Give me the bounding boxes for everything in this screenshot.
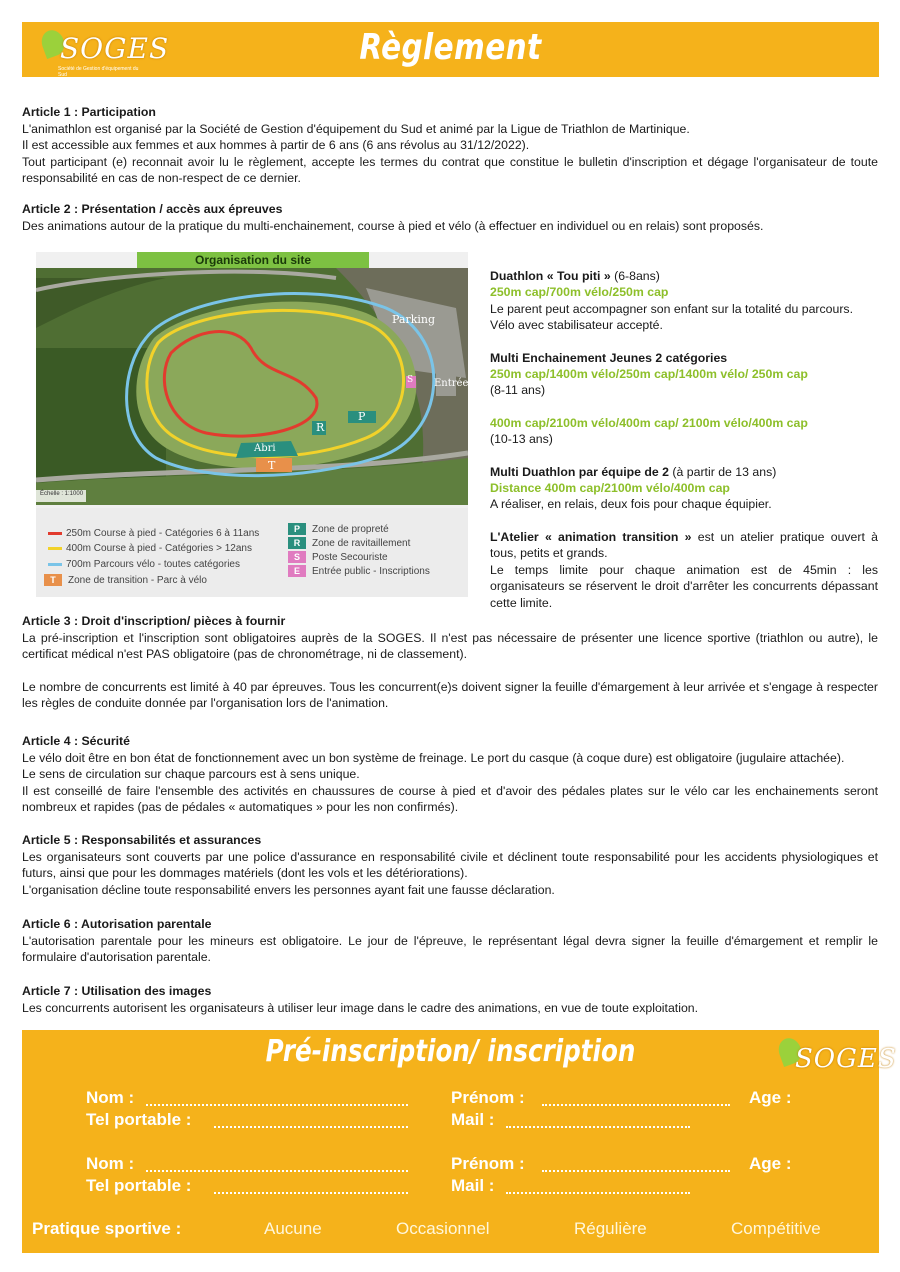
article-7 (22, 983, 878, 1016)
event-distance: Distance 400m cap/2100m vélo/400m cap (490, 481, 730, 496)
article-3-p1: La pré-inscription et l'inscription sont obligatoires auprès de la SOGES. Il n'est pas nécessaire de présenter une licence sportive (triathlon ou autre), le certificat médical n'est PAS obligatoire (pas de chronométrage, ni de classement). (22, 630, 878, 661)
nom-field[interactable] (146, 1162, 408, 1172)
article-1-title: Article 1 : Participation (22, 105, 156, 119)
blue-line-icon (48, 563, 62, 566)
event-distance: 400m cap/2100m vélo/400m cap/ 2100m vélo/400m cap (490, 415, 808, 430)
article-5-title: Article 5 : Responsabilités et assurances (22, 833, 262, 847)
header-banner (22, 22, 879, 77)
prenom-field[interactable] (542, 1096, 730, 1106)
form-title: Pré-inscription/ inscription (265, 1034, 636, 1069)
legend-item: R Zone de ravitaillement (288, 536, 410, 550)
abri-label: Abri (254, 443, 276, 454)
article-4 (22, 733, 878, 816)
nom-field[interactable] (146, 1096, 408, 1106)
article-1-line: Tout participant (e) reconnait avoir lu le règlement, accepte les termes du contrat que constitue le bulletin d'inscription et dégage l'organisateur de toute responsabilité en cas de non-respect de ce dernier. (22, 154, 878, 185)
p-box-icon: P (288, 523, 306, 535)
event-atelier: L'Atelier « animation transition » est un atelier pratique ouvert à tous, petits et grands. Le temps limite pour chaque animation est de 45min : les organisateurs se réservent le droit d'arrêter les concurrents dépassant cette limite. (490, 529, 878, 610)
article-3-title: Article 3 : Droit d'inscription/ pièces à fournir (22, 614, 286, 628)
article-4-line: Le vélo doit être en bon état de fonctionnement avec un bon système de freinage. Le port du casque (à coque dure) est obligatoire (jugulaire attachée). (22, 750, 845, 765)
legend-item: T Zone de transition - Parc à vélo (44, 573, 207, 587)
event-duathlon-tou-piti: Duathlon « Tou piti » (6-8ans) 250m cap/700m vélo/250m cap Le parent peut accompagner son enfant sur la totalité du parcours. Vélo avec stabilisateur accepté. (490, 268, 878, 334)
article-1-line: L'animathlon est organisé par la Société de Gestion d'équipement du Sud et animé par la Ligue de Triathlon de Martinique. (22, 121, 690, 136)
legend-item: 250m Course à pied - Catégories 6 à 11ans (48, 526, 259, 540)
legend-item: S Poste Secouriste (288, 550, 388, 564)
event-distance: 250m cap/1400m vélo/250m cap/1400m vélo/ 250m cap (490, 367, 808, 382)
article-1-line: Il est accessible aux femmes et aux hommes à partir de 6 ans (6 ans révolus au 31/12/2022). (22, 138, 530, 152)
age-label: Age : (749, 1154, 792, 1173)
t-label: T (268, 459, 276, 472)
article-3-p2: Le nombre de concurrents est limité à 40 par épreuves. Tous les concurrent(e)s doivent signer la feuille d'émargement à leur arrivée et s'engage à respecter les règles de conduite donnée par l'organisation lors de l'animation. (22, 679, 878, 710)
pratique-label: Pratique sportive : (32, 1219, 182, 1238)
soges-logo (773, 1034, 897, 1084)
logo-text: SOGES (795, 1044, 897, 1074)
tel-field[interactable] (214, 1184, 408, 1194)
legend-item: P Zone de propreté (288, 522, 389, 536)
article-6-text: L'autorisation parentale pour les mineurs est obligatoire. Le jour de l'épreuve, le représentant légal devra signer la feuille d'émargement et remplir le formulaire d'autorisation parentale. (22, 933, 878, 964)
legend-item: 400m Course à pied - Catégories > 12ans (48, 541, 252, 555)
logo-text: SOGES (60, 32, 170, 65)
page-title: Règlement (359, 27, 542, 68)
option-competitive[interactable]: Compétitive (731, 1219, 821, 1238)
article-3 (22, 613, 878, 712)
mail-field[interactable] (506, 1118, 690, 1128)
event-multi-duathlon: Multi Duathlon par équipe de 2 (à partir de 13 ans) Distance 400m cap/2100m vélo/400m cap A réaliser, en relais, deux fois pour chaque équipier. (490, 464, 878, 513)
event-multi-jeunes: Multi Enchainement Jeunes 2 catégories 250m cap/1400m vélo/250m cap/1400m vélo/ 250m cap (8-11 ans) 400m cap/2100m vélo/400m cap/ 2100m vélo/400m cap (10-13 ans) (490, 350, 878, 448)
article-5-line: Les organisateurs sont couverts par une police d'assurance en responsabilité civile et déclinent toute responsabilité pour les accidents physiologiques et futurs, ainsi que pour les dommages matériels (dont les vols et les détériorations). (22, 849, 878, 880)
prenom-field[interactable] (542, 1162, 730, 1172)
article-4-title: Article 4 : Sécurité (22, 734, 130, 748)
event-distance: 250m cap/700m vélo/250m cap (490, 285, 669, 300)
prenom-label: Prénom : (451, 1154, 525, 1173)
red-line-icon (48, 532, 62, 535)
option-occasionnel[interactable]: Occasionnel (396, 1219, 490, 1238)
nom-label: Nom : (86, 1088, 135, 1107)
map-svg (36, 268, 468, 505)
prenom-label: Prénom : (451, 1088, 525, 1107)
article-7-text: Les concurrents autorisent les organisateurs à utiliser leur image dans le cadre des animations, en vue de toute exploitation. (22, 1000, 699, 1015)
e-box-icon: E (288, 565, 306, 577)
article-5-line: L'organisation décline toute responsabilité envers les personnes ayant fait une fausse déclaration. (22, 882, 555, 897)
yellow-line-icon (48, 547, 62, 550)
site-map (36, 252, 468, 597)
map-legend (36, 508, 468, 597)
option-aucune[interactable]: Aucune (264, 1219, 322, 1238)
legend-item: E Entrée public - Inscriptions (288, 564, 430, 578)
registration-form (22, 1030, 897, 1253)
article-2-title: Article 2 : Présentation / accès aux épreuves (22, 202, 283, 216)
tel-label: Tel portable : (86, 1110, 192, 1129)
article-1 (22, 104, 878, 187)
article-7-title: Article 7 : Utilisation des images (22, 984, 212, 998)
article-4-line: Il est conseillé de faire l'ensemble des activités en chaussures de course à pied et d'avoir des pédales plates sur le vélo car les enchainements seront nombreux et rapides (pas de pédales « automatiques » pour les non confirmés). (22, 783, 878, 814)
aerial-map (36, 268, 468, 505)
p-label: P (358, 410, 366, 423)
r-label: R (316, 421, 325, 434)
s-box-icon: S (288, 551, 306, 563)
age-label: Age : (749, 1088, 792, 1107)
r-box-icon: R (288, 537, 306, 549)
nom-label: Nom : (86, 1154, 135, 1173)
s-label: S (407, 375, 414, 385)
article-2-text: Des animations autour de la pratique du multi-enchainement, course à pied et vélo (à effectuer en individuel ou en relais) sont proposés. (22, 218, 764, 233)
map-title: Organisation du site (137, 252, 369, 269)
article-5 (22, 832, 878, 898)
article-6-title: Article 6 : Autorisation parentale (22, 917, 212, 931)
entree-label: Entrée (434, 378, 468, 389)
mail-label: Mail : (451, 1176, 495, 1195)
article-4-line: Le sens de circulation sur chaque parcours est à sens unique. (22, 767, 360, 781)
option-reguliere[interactable]: Régulière (574, 1219, 647, 1238)
logo-tagline: Société de Gestion d'équipement du Sud (58, 66, 139, 78)
tel-label: Tel portable : (86, 1176, 192, 1195)
article-6 (22, 916, 878, 966)
mail-label: Mail : (451, 1110, 495, 1129)
transition-icon: T (44, 574, 62, 586)
article-2 (22, 201, 878, 234)
parking-label: Parking (392, 313, 436, 326)
mail-field[interactable] (506, 1184, 690, 1194)
legend-item: 700m Parcours vélo - toutes catégories (48, 557, 240, 571)
events-column (490, 268, 878, 627)
tel-field[interactable] (214, 1118, 408, 1128)
scale-label: Échelle : 1:1000 (40, 491, 84, 497)
